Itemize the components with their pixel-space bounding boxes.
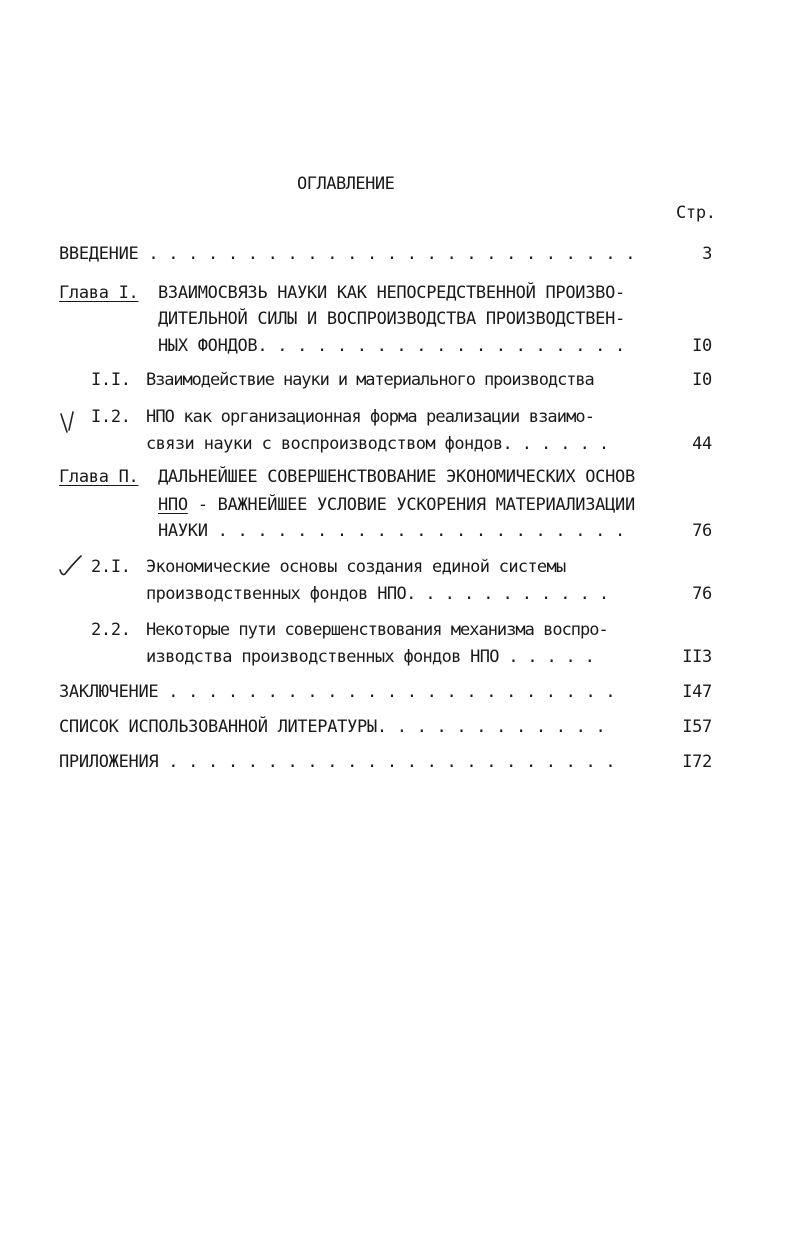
section-1-2-title-line1: НПО как организационная форма реализации взаимо- — [146, 407, 595, 427]
chapter-1-title-line1: ВЗАИМОСВЯЗЬ НАУКИ КАК НЕПОСРЕДСТВЕННОЙ ПРОИЗВО- — [158, 283, 625, 303]
toc-entry-intro: ВВЕДЕНИЕ . . . . . . . . . . . . . . . . . . . . . . . . . — [59, 244, 636, 264]
toc-page-section-2-1: 76 — [692, 584, 712, 604]
chapter-2-title-line3: НАУКИ . . . . . . . . . . . . . . . . . . . . . — [158, 521, 625, 541]
toc-page-section-1-2: 44 — [692, 434, 712, 454]
page-column-label: Стр. — [676, 203, 716, 223]
checkmark-icon — [58, 410, 80, 436]
chapter-1-title-line3: НЫХ ФОНДОВ. . . . . . . . . . . . . . . . . . . — [158, 336, 625, 356]
section-1-2-number: I.2. — [91, 407, 131, 427]
chapter-2-title-line1: ДАЛЬНЕЙШЕЕ СОВЕРШЕНСТВОВАНИЕ ЭКОНОМИЧЕСКИХ ОСНОВ — [158, 467, 635, 487]
section-2-1-title-line2: производственных фондов НПО. . . . . . . . . . . — [146, 584, 609, 604]
chapter-2-title-line2-rest: - ВАЖНЕЙШЕЕ УСЛОВИЕ УСКОРЕНИЯ МАТЕРИАЛИЗАЦИИ — [187, 495, 635, 515]
section-2-1-title-line1: Экономические основы создания единой системы — [146, 557, 566, 577]
section-2-2-title-line1: Некоторые пути совершенствования механизма воспро- — [146, 620, 608, 640]
toc-page-appendix: I72 — [682, 752, 712, 772]
checkmark-icon — [57, 552, 85, 580]
toc-entry-appendix: ПРИЛОЖЕНИЯ . . . . . . . . . . . . . . . . . . . . . . . — [59, 752, 616, 772]
chapter-1-prefix: Глава I. — [59, 283, 139, 303]
chapter-2-title-line2 — [158, 495, 635, 515]
toc-page-intro: 3 — [702, 244, 712, 264]
toc-page-section-1-1: I0 — [692, 370, 712, 390]
toc-page-chapter-1: I0 — [692, 336, 712, 356]
npo-underlined: НПО — [158, 495, 188, 515]
toc-entry-conclusion: ЗАКЛЮЧЕНИЕ . . . . . . . . . . . . . . . . . . . . . . . — [59, 682, 616, 702]
toc-entry-references: СПИСОК ИСПОЛЬЗОВАННОЙ ЛИТЕРАТУРЫ. . . . . . . . . . . . — [59, 717, 606, 737]
section-2-1-number: 2.I. — [91, 557, 131, 577]
section-2-2-title-line2: изводства производственных фондов НПО . . . . . — [146, 647, 595, 667]
section-1-1-number: I.I. — [91, 370, 131, 390]
chapter-1-title-line2: ДИТЕЛЬНОЙ СИЛЫ И ВОСПРОИЗВОДСТВА ПРОИЗВОДСТВЕН- — [158, 309, 625, 329]
toc-page-references: I57 — [682, 717, 712, 737]
toc-page-chapter-2: 76 — [692, 521, 712, 541]
toc-page-section-2-2: II3 — [682, 647, 712, 667]
section-2-2-number: 2.2. — [91, 620, 131, 640]
section-1-2-title-line2: связи науки с воспроизводством фондов. . . . . . — [146, 434, 609, 454]
chapter-2-prefix: Глава П. — [59, 467, 139, 487]
section-1-1-title: Взаимодействие науки и материального производства — [146, 370, 594, 390]
toc-heading: ОГЛАВЛЕНИЕ — [297, 174, 395, 194]
toc-page-conclusion: I47 — [682, 682, 712, 702]
